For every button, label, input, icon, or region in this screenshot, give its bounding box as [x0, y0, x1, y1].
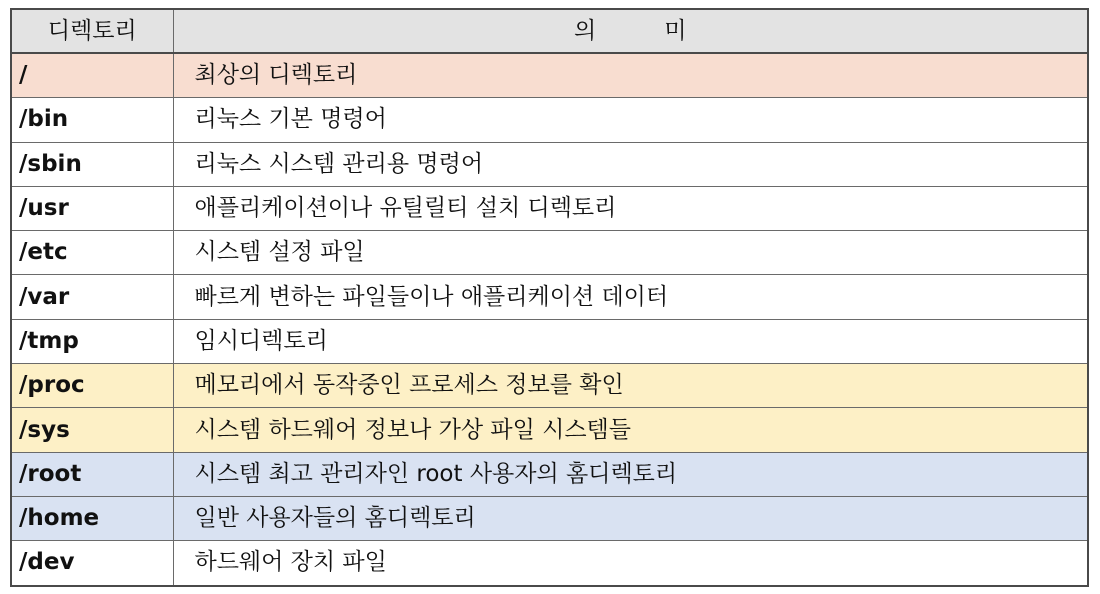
meaning-cell: 시스템 하드웨어 정보나 가상 파일 시스템들	[173, 408, 1088, 452]
table-header-row	[11, 9, 1088, 53]
table-row	[11, 275, 1088, 319]
directory-cell: /sbin	[11, 142, 173, 186]
table-row	[11, 53, 1088, 98]
meaning-cell: 하드웨어 장치 파일	[173, 541, 1088, 586]
table-row	[11, 142, 1088, 186]
meaning-cell: 시스템 설정 파일	[173, 231, 1088, 275]
header-meaning	[173, 9, 1088, 53]
directory-cell: /home	[11, 496, 173, 540]
table-row	[11, 452, 1088, 496]
directory-cell: /root	[11, 452, 173, 496]
table-row	[11, 541, 1088, 586]
meaning-cell: 메모리에서 동작중인 프로세스 정보를 확인	[173, 364, 1088, 408]
table-row	[11, 319, 1088, 363]
header-directory: 디렉토리	[11, 9, 173, 53]
directory-cell: /bin	[11, 98, 173, 142]
meaning-cell: 일반 사용자들의 홈디렉토리	[173, 496, 1088, 540]
directory-cell: /var	[11, 275, 173, 319]
table-row	[11, 364, 1088, 408]
meaning-cell: 시스템 최고 관리자인 root 사용자의 홈디렉토리	[173, 452, 1088, 496]
table-row	[11, 186, 1088, 230]
header-meaning-char2: 미	[664, 17, 687, 44]
directory-cell: /dev	[11, 541, 173, 586]
table-row	[11, 496, 1088, 540]
directory-cell: /sys	[11, 408, 173, 452]
directory-cell: /etc	[11, 231, 173, 275]
meaning-cell: 리눅스 기본 명령어	[173, 98, 1088, 142]
directory-cell: /	[11, 53, 173, 98]
meaning-cell: 빠르게 변하는 파일들이나 애플리케이션 데이터	[173, 275, 1088, 319]
header-meaning-char1: 의	[574, 17, 597, 44]
directory-cell: /proc	[11, 364, 173, 408]
meaning-cell: 최상의 디렉토리	[173, 53, 1088, 98]
meaning-cell: 임시디렉토리	[173, 319, 1088, 363]
table-row	[11, 231, 1088, 275]
table-row	[11, 408, 1088, 452]
meaning-cell: 애플리케이션이나 유틸릴티 설치 디렉토리	[173, 186, 1088, 230]
linux-directory-table	[10, 8, 1089, 587]
table-row	[11, 98, 1088, 142]
directory-cell: /usr	[11, 186, 173, 230]
meaning-cell: 리눅스 시스템 관리용 명령어	[173, 142, 1088, 186]
directory-cell: /tmp	[11, 319, 173, 363]
